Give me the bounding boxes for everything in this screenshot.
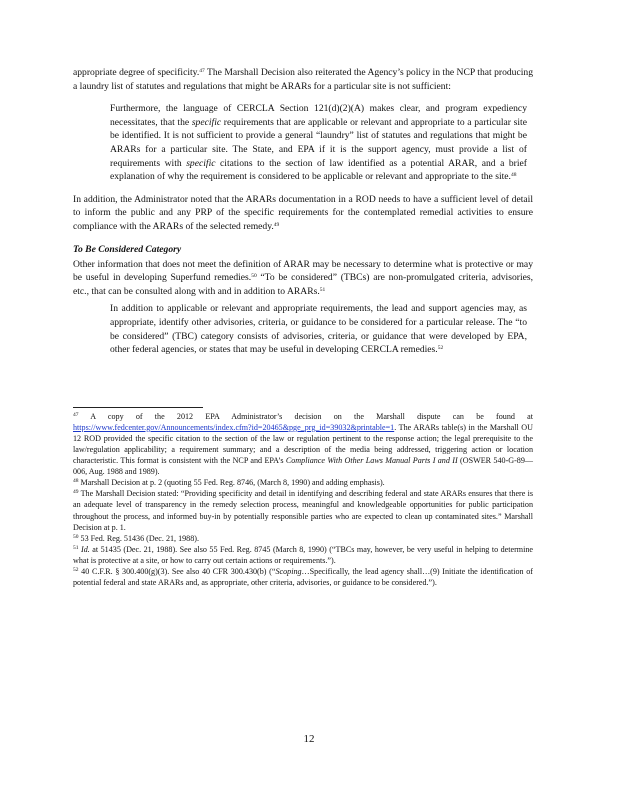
footnote-51 — [73, 544, 533, 566]
text-run: Other information that does not meet the definition of ARAR may be necessary to determine what is protective or may be useful in developing Superfund remedies. — [73, 258, 533, 284]
emphasis: specific — [186, 157, 216, 169]
text-run: A copy of the 2012 EPA Administrator’s decision on the Marshall dispute can be found at — [78, 411, 533, 421]
text-run: In addition to applicable or relevant and appropriate requirements, the lead and support agencies may, as appropriate, identify other advisories, criteria, or guidance to be considered for a particular release. The “to be considered” (TBC) category consists of advisories, criteria, or guidance that were developed by EPA, other federal agencies, or states that may be useful in developing CERCLA remedies. — [110, 303, 527, 356]
footnote-ref-48[interactable]: 48 — [510, 172, 517, 179]
section-heading: To Be Considered Category — [73, 243, 182, 255]
text-run: Marshall Decision at p. 2 (quoting 55 Fed. Reg. 8746, (March 8, 1990) and adding emphasis). — [78, 478, 385, 488]
block-quote-tbc — [110, 302, 527, 356]
footnote-number: 49 — [73, 489, 79, 496]
paragraph-tbc — [73, 258, 533, 299]
emphasis: Scoping — [275, 567, 302, 576]
fedcenter-link[interactable]: https://www.fedcenter.gov/Announcements/index.cfm?id=20465&pge_prg_id=39032&printable=1 — [73, 422, 395, 432]
footnote-number: 51 — [73, 544, 79, 551]
emphasis: Compliance With Other Laws Manual Parts I and II — [285, 456, 458, 466]
text-run: requirements that are applicable or relevant and appropriate to a particular site be identified. It is not sufficient to provide a general “laundry” list of statutes and regulations that might be ARARs for a particular site. The State, and EPA if it is the support agency, must provide a list of requirements with — [110, 116, 527, 169]
footnote-48 — [73, 477, 533, 488]
footnote-ref-50[interactable]: 50 — [251, 273, 257, 280]
text-run: “To be considered” (TBCs) are non-promulgated criteria, advisories, etc., that can be consulted along with and in addition to ARARs. — [73, 272, 534, 297]
footnote-number: 50 — [73, 533, 79, 540]
block-quote-specific-requirements — [110, 102, 527, 184]
text-run: 40 C.F.R. § 300.400(g)(3). See also 40 CFR 300.430(b) (“ — [78, 567, 276, 576]
footnote-number: 48 — [73, 478, 79, 485]
text-run: 53 Fed. Reg. 51436 (Dec. 21, 1988). — [78, 533, 199, 543]
footnote-50 — [73, 533, 533, 544]
text-run: The Marshall Decision also reiterated the Agency’s policy in the NCP that producing a laundry list of statutes and regulations that might be ARARs for a particular site is not sufficient: — [73, 67, 533, 92]
footnote-ref-47[interactable]: 47 — [199, 68, 205, 74]
page-content — [73, 66, 533, 588]
paragraph-administrator — [73, 193, 533, 234]
footnote-number: 52 — [73, 567, 79, 573]
footnote-ref-51[interactable]: 51 — [319, 286, 326, 293]
text-run: at 51435 (Dec. 21, 1988). See also 55 Fed. Reg. 8745 (March 8, 1990) (“TBCs may, however, be very useful in helping to determine what is protective at a site, or how to carry out certain actions or requirements.”). — [73, 544, 533, 565]
footnote-49 — [73, 488, 533, 532]
footnote-ref-49[interactable]: 49 — [273, 221, 280, 228]
text-run: appropriate degree of specificity. — [73, 67, 200, 78]
text-run: (OSWER 540-G-89—006, Aug. 1988 and 1989). — [73, 456, 533, 477]
text-run: …Specifically, the lead agency shall…(9) Initiate the identification of potential federal and state ARARs and, as appropriate, other criteria, advisories, or guidance to be considered.”). — [73, 567, 533, 588]
text-run: . The ARARs table(s) in the Marshall OU 12 ROD provided the specific citation to the section of the law or regulation pertinent to the response action; the legal prerequisite to the law/regulation applicability; a requirement summary; and a description of the media being addressed, triggering action or location characteristic. This format is consistent with the NCP and EPA’s — [73, 422, 533, 466]
text-run: citations to the section of law identified as a potential ARAR, and a brief explanation of why the requirement is considered to be applicable or relevant and appropriate to the site. — [110, 157, 527, 183]
emphasis: Id. — [81, 544, 90, 554]
footnote-47 — [73, 411, 533, 478]
paragraph-intro — [73, 66, 533, 93]
text-run: Furthermore, the language of CERCLA Section 121(d)(2)(A) makes clear, and program expediency necessitates, that the — [110, 103, 527, 128]
footnote-number: 47 — [73, 411, 79, 418]
text-run: In addition, the Administrator noted that the ARARs documentation in a ROD needs to have a sufficient level of detail to inform the public and any PRP of the specific requirements for the contemplated remedial activities to ensure compliance with the ARARs of the selected remedy. — [73, 193, 533, 232]
emphasis: specific — [191, 116, 222, 128]
footnotes — [73, 411, 533, 589]
footnote-52 — [73, 566, 533, 588]
page-number: 12 — [303, 733, 315, 745]
footnote-separator — [73, 407, 203, 408]
text-run: The Marshall Decision stated: “Providing specificity and detail in identifying and describing federal and state ARARs ensures that there is an adequate level of transparency in the remedy selection process, meaningful and knowledgeable opportunities for public participation throughout the process, and informed buy-in by potentially responsible parties who are expected to clean up contaminated sites.” Marshall Decision at p. 1. — [73, 489, 533, 532]
footnote-ref-52[interactable]: 52 — [437, 345, 444, 352]
